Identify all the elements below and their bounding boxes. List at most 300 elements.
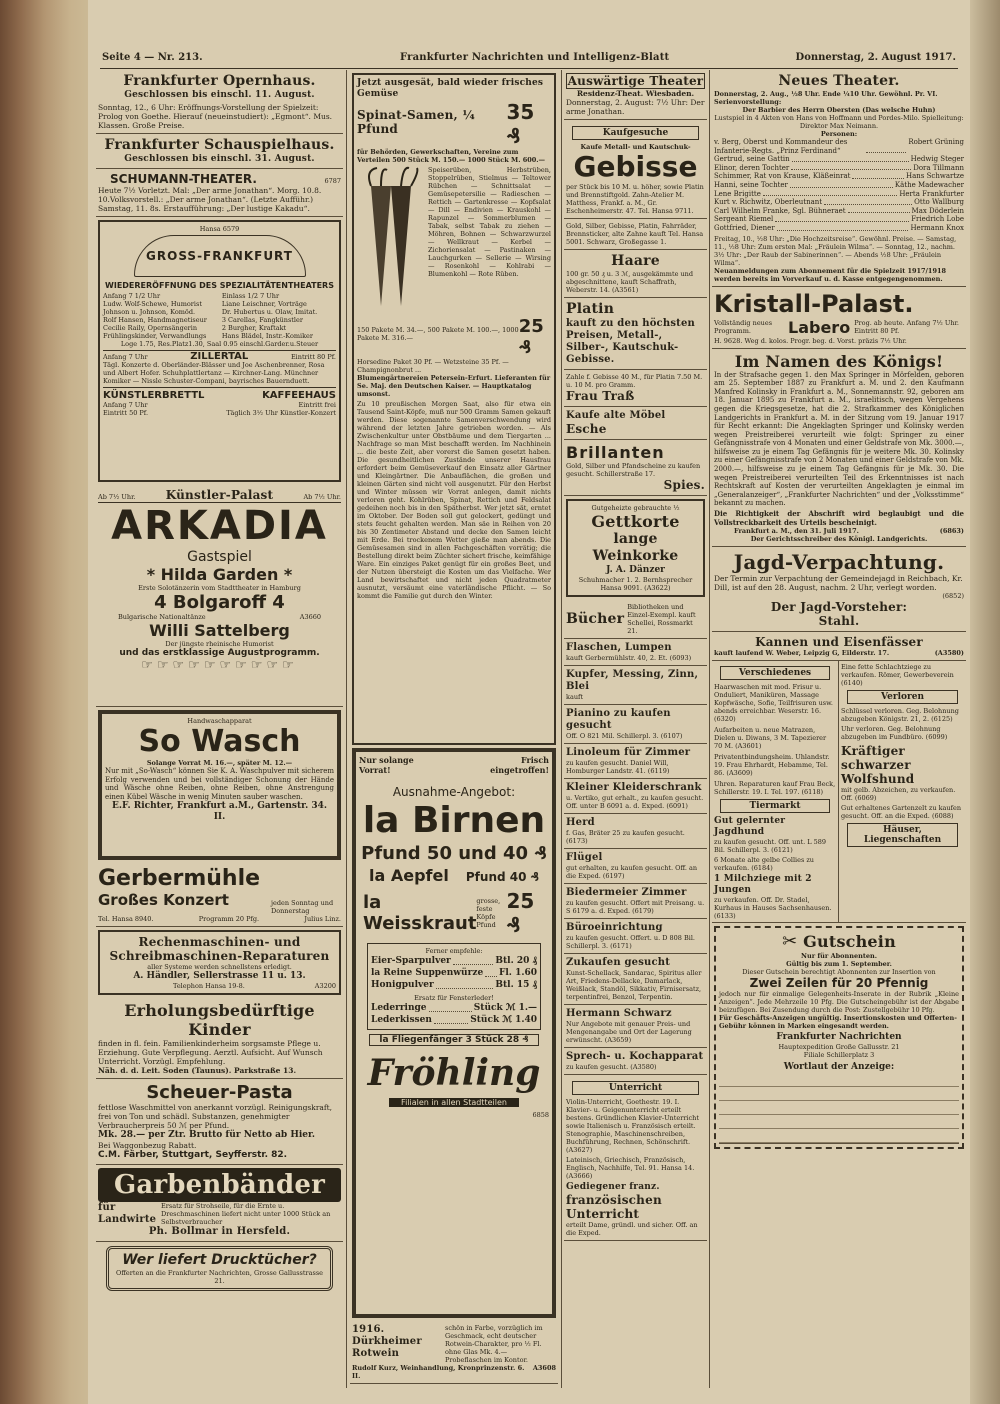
price-line: Loge 1.75, Res.Platz1.30, Saal 0.95 einschl.Garder.u.Steuer [103, 340, 336, 351]
column-rule [709, 70, 710, 1388]
act-subtitle: Bulgarische Nationaltänze [118, 613, 206, 621]
ad-gebisse [564, 120, 707, 219]
cast-role: Gottfried, Diener [714, 223, 775, 232]
cast-actor: Dora Tillmann [913, 163, 964, 172]
start-time: Ab 7½ Uhr. [303, 493, 341, 501]
dot-leader [866, 138, 906, 153]
cast-role: Gertrud, seine Gattin [714, 155, 790, 164]
section-heading: Verschiedenes [720, 666, 830, 680]
ad-audience: für Landwirte [98, 1202, 157, 1225]
ad-discount: Bei Waggonbezug Rabatt. [98, 1141, 197, 1150]
ad-title: Gettkorte [591, 512, 680, 531]
classified-ad [564, 884, 707, 919]
cast-role: Sergeant Riemel [714, 215, 774, 224]
notice-certification: Die Richtigkeit der Abschrift wird beglaubigt und die Vollstreckbarkeit des Urteils bescheinigt. [714, 509, 964, 527]
page-edge [970, 0, 1000, 1404]
act-item: Einlass 1/2 7 Uhr [221, 292, 280, 300]
cast-row [714, 198, 964, 207]
ad-kicker: Kaufe Metall- und Kautschuk- [580, 143, 691, 151]
classified-ad: Aufarbeiten u. neue Matrazen, Dielen u. Diwans, 3 M. Tapezierer 70 M. (A3601) [714, 726, 827, 751]
coupon-offer: Zwei Zeilen für 20 Pfennig [749, 976, 929, 991]
notice-body: In der Strafsache gegen 1. den Max Springer in Mörfelden, geboren am 25. September 1887 zu Frankfurt a. M. und 2. den Kaufmann Manfred Kolinsky in Frankfurt a. M., Sonnemannstr. 92, geboren am 18. Januar 1895 zu Frankfurt a. M., israelitisch, wegen Vergehens gegen die Kriegsgesetze, hat die 2. Strafkammer des Königlichen Landgerichts in Frankfurt a. M. in der Sitzung vom 19. Januar 1917 für Recht erkannt: Die Angeklagten Springer und Kolinsky werden wegen Preistreiberei verurteilt wie folgt: Springer zu einer Gefängnisstrafe von 4 Monaten und einer Geldstrafe von Mk. 3000.—, hilfsweise zu je einem Tag Gefängnis für je weitere Mk. 30. Kolinsky zu einer Gefängnisstrafe von 2 Monaten und einer Geldstrafe von Mk. 2000.—, hilfsweise zu je einem Tag Gefängnis für je Mk. 30. Die wegen Preistreiberei verurteilten Teil des Erkenntnisses ist nach Rechtskraft auf Kosten der verurteilten Angeklagten je einmal im „Generalanzeiger“, „Frankfurter Nachrichten“ und der „Volksstimme“ bekannt zu machen. [714, 370, 964, 508]
ad-subtitle: Geschlossen bis einschl. 31. August. [124, 154, 315, 164]
ad-rotwein [350, 1321, 558, 1384]
ad-title: Frankfurter Schauspielhaus. [104, 137, 335, 153]
notice-jagd-verpachtung [712, 547, 966, 632]
column-1 [96, 70, 343, 1388]
scissors-icon: ✂ [782, 931, 798, 953]
humorist-name: Willi Sattelberg [149, 621, 290, 640]
product-row [371, 1014, 537, 1026]
product-price: Stück ℳ 1.40 [470, 1015, 537, 1025]
ad-title: SCHUMANN-THEATER. [110, 172, 257, 186]
arkadia-title: ARKADIA [111, 503, 328, 549]
cast-row [714, 215, 964, 224]
classified-ad [564, 849, 707, 884]
ad-title: Kleiner Kleiderschrank [566, 782, 702, 793]
product-row [371, 979, 537, 991]
ad-body: Offerten an die Frankfurter Nachrichten, Grosse Gallusstrasse 21. [115, 1269, 323, 1285]
entry-price: Eintritt 80 Pf. [290, 353, 336, 361]
ad-number: (6863) [939, 527, 964, 536]
ad-subtitle: Großes Konzert [98, 891, 229, 909]
classified-ad [564, 919, 707, 954]
ad-title: Bücher [566, 610, 625, 627]
classified-ad: Haarwaschen mit mod. Frisur u. Onduliert, Maniküren, Massage Kopfwäsche, Sofie, Teilfrisuren usw. abends erreichbar. Weserstr. 16. (6320) [714, 683, 833, 724]
ad-title: Platin [566, 301, 615, 317]
ad-body: Ersatz für Strohseile, für die Ernte u. Dreschmaschinen liefert nicht unter 1000 Stück an Selbstverbraucher [161, 1202, 331, 1226]
ad-phone: Tel. Hansa 8940. [98, 915, 154, 923]
product-name: Eier-Sparpulver [371, 956, 451, 966]
cast-actor: Hans Schwartze [906, 172, 964, 181]
product-row [371, 955, 537, 967]
product-row [371, 967, 537, 979]
ad-title: Garbenbänder [98, 1168, 341, 1202]
classified-ad [564, 666, 707, 705]
ad-title: Herd [566, 817, 595, 828]
ad-subtitle: Vollständig neues Programm. [714, 319, 773, 336]
ad-gross-frankfurt [98, 220, 341, 482]
ad-body: zu kaufen gesucht. Daniel Will, Homburger Landstr. 41. (6119) [566, 759, 670, 775]
entry-price: Eintritt frei [298, 401, 336, 409]
ad-title: Kaufe alte Möbel [566, 410, 666, 421]
coupon-note: Für Geschäfts-Anzeigen ungültig. Insertionskosten und Offerten-Gebühr können in Marken eingesandt werden. [719, 1014, 957, 1031]
seed-list: Speiserüben, Herbstrüben, Stoppelrüben, Stielmus — Teltower Rübchen — Schnittsalat — Gemüsepetersilie — Radieschen — Rettich — Gartenkresse — Kopfsalat — Dill — Endivien — Krauskohl — Rapunzel — Sommerblumen — Tabak, selbst Tabak zu ziehen — Möhren, Bohnen — Schwarzwurzel — Wellkraut — Kerbel — Zichoriensalat — Pastinaken — Lauchgurken — Sellerie — Wirsing — Rosenkohl — Kohlrabi — Blumenkohl — Rote Rüben. [428, 166, 551, 278]
ad-drucktuecher [106, 1246, 333, 1291]
ad-garbenbaender [96, 1165, 343, 1242]
ad-headline: Ausnahme-Angebot: [392, 785, 516, 799]
act-item: Dr. Hubertus u. Olaw, Imitat. [221, 308, 318, 316]
product-price: Fl. 1.60 [499, 968, 537, 978]
ad-address: Näh. d. d. Leit. Soden (Taunus). Parkstraße 13. [98, 1066, 297, 1075]
ad-title: Gediegener franz. [566, 1182, 660, 1192]
dot-leader [852, 172, 904, 179]
classified-list [564, 639, 707, 1075]
star-subtitle: Erste Solotänzerin vom Stadttheater in Hamburg [138, 584, 301, 592]
ad-title: Kupfer, Messing, Zinn, Blei [566, 669, 699, 692]
theater-facade-illustration [134, 235, 306, 277]
ad-title: GROSS-FRANKFURT [146, 249, 293, 263]
act-list [103, 292, 336, 340]
coupon-title: Gutschein [803, 932, 896, 952]
ad-body: Off. O 821 Mil. Schillerpl. 3. (6107) [566, 732, 683, 740]
ad-title: Jetzt ausgesät, bald wieder frisches Gemüse [357, 78, 544, 99]
ad-number: A3608 [532, 1364, 556, 1372]
ad-firm: Ph. Bollmar in Hersfeld. [148, 1226, 291, 1237]
ad-title: Flaschen, Lumpen [566, 642, 672, 653]
notice-title: Im Namen des Königs! [734, 351, 944, 371]
dot-leader [777, 224, 909, 231]
classified-right [839, 661, 966, 922]
carrot-illustration-icon [357, 166, 425, 316]
ad-title: Rechenmaschinen- und Schreibmaschinen-Reparaturen [109, 935, 330, 963]
coupon-valid: Gültig bis zum 1. September. [786, 960, 892, 969]
column-rule [346, 70, 347, 1388]
classified-ad [564, 814, 707, 849]
kaffeehaus-title: KAFFEEHAUS [262, 390, 336, 401]
upcoming-shows: Freitag, 10., ½8 Uhr: „Die Hochzeitsreise“. Gewöhnl. Preise. — Samstag, 11., ½8 Uhr: Zum ersten Mal: „Fräulein Wilma“. — Sonntag, 12., nachm. 3½ Uhr: „Der Raub der Sabinerinnen“. — Abends ½8 Uhr: „Fräulein Wilma“. [714, 234, 957, 267]
ad-title: Zukaufen gesucht [566, 957, 671, 968]
ad-schauspielhaus [96, 134, 343, 169]
ad-kristall-palast [712, 287, 966, 349]
ad-body: zu verkaufen. Off. Dr. Stadel, Kurhaus in Hauses Sachsenhausen. (6133) [714, 896, 832, 921]
ad-firm: Rudolf Kurz, Weinhandlung, Kronprinzenstr. 6. II. [352, 1364, 525, 1380]
dot-leader [848, 207, 910, 214]
header-date: Donnerstag, 2. August 1917. [795, 52, 956, 63]
ad-number: 6787 [324, 177, 341, 185]
act-list-right [222, 292, 336, 340]
ad-neues-theater [712, 70, 966, 287]
classified-ad: Privatentbindungsheim. Uhlandstr. 19. Frau Ehrhardt, Hebamme, Tel. 86. (A3609) [714, 753, 830, 778]
ad-body: finden in fl. fein. Familienkinderheim sorgsamste Pflege u. Erziehung. Gute Verpflegung. Aerztl. Aufsicht. Auf Wunsch Unterricht. Vorzügl. Empfehlung. [98, 1039, 323, 1066]
ad-scheuer-pasta [96, 1079, 343, 1165]
ad-kicker: Handwaschapparat [187, 717, 252, 725]
ad-subtitle: Residenz-Theat. Wiesbaden. [576, 89, 695, 98]
ad-body: gut erhalten, zu kaufen gesucht. Off. an die Exped. (6197) [566, 864, 698, 880]
act-item: Ludw. Wolf-Schewe, Humorist [103, 300, 202, 308]
cast-row [714, 164, 964, 173]
ad-title: Kristall-Palast. [714, 289, 914, 318]
ad-body: kauft [566, 693, 584, 701]
act-item: Rolf Hansen, Handmagnetiseur [103, 316, 207, 324]
ad-article: Zu 10 preußischen Morgen Saat, also für etwa ein Tausend Saint-Köpfe, muß nur 500 Gramm Samen gekauft werden. Diese sogenannte Samenverschwendung wird während der letzten Jahre getrieben worden. — Als Zwischenkultur unter Obstbäume und dem Tiergarten ... Nachfrage so man Mist beschafft werden. Im Nachhinein ... die beste Zeit, aber vorerst die Samen gesetzt haben. Die gesundheitlichen Zustände unserer Hausfrau erfordert beim Gemüseverkauf den Einsatz aller Gärtner und Kleingärtner. Die Anbauflächen, die großen und kleinen Gärten sind nicht voll ausgenutzt. Für den Herbst und Winter müssen wir Vorrat anlegen, damit nichts verloren geht. Kohlrüben, Spinat, Rettich und Feldsalat gedeihen noch bis in den Spätherbst. Wer jetzt sät, erntet im Oktober. Der Boden soll gut gelockert, gedüngt und stets feucht gehalten werden. Man säe in Reihen von 20 bis 30 Zentimeter Abstand und decke den Samen leicht mit Erde. Bei trockenem Wetter gieße man abends. Die Gemüsesamen sind in allen Fachgeschäften vorrätig; die Bestellung direkt beim Züchter sichert frische, keimfähige Ware. Ein einziges Paket genügt für ein großes Beet, und der Nutzen übersteigt die Kosten um das Vielfache. Wer Land bewirtschaftet und nicht jeden Quadratmeter ausnutzt, versäumt eine vaterländische Pflicht. — So kommt die Familie gut durch den Winter. [357, 400, 551, 600]
zillertal-body: Tägl. Konzerte d. Oberländer-Blässer und Joe Aschenbrenner, Rosa und Albert Hofer. Schuhplattlertanz — Kirchner-Lang. Münchner Komiker — Nissle Schuster-Compani, bayrisches Bauernduett. [103, 361, 336, 388]
cast-role: Carl Wilhelm Franke, Sgl. Bühneraet [714, 206, 846, 215]
venue-title: Künstler-Palast [165, 488, 274, 502]
product-price: Btl. 15 ₰ [495, 980, 537, 990]
star-name: * Hilda Garden * [146, 565, 293, 584]
ad-body: Bibliotheken und Einzel-Exempl. kauft Schellei, Rossmarkt 21. [627, 603, 696, 635]
ad-price: 35 ₰ [506, 100, 535, 148]
ad-programme: Programm 20 Pfg. [198, 915, 260, 923]
section-heading: Unterricht [572, 1081, 699, 1095]
ad-title: Gut gelernter Jagdhund [714, 816, 786, 838]
section-unterricht [564, 1075, 707, 1241]
ad-gerbermuehle [96, 863, 343, 927]
cast-actor: Robert Grüning [908, 138, 964, 146]
coupon-text-label: Wortlaut der Anzeige: [783, 1062, 895, 1073]
classified-ad [564, 954, 707, 1005]
ad-phone: Telephon Hansa 19-8. [173, 982, 245, 990]
act-item: Frühlingskinder, Verwandlungs [103, 332, 207, 340]
kuenstlerbrettl-title: KÜNSTLERBRETTL [103, 390, 205, 401]
dot-leader [791, 164, 911, 171]
ad-title: Auswärtige Theater [567, 74, 704, 88]
dot-leader [792, 155, 909, 162]
ad-haare [564, 250, 707, 298]
ad-arkadia [96, 485, 343, 707]
ad-footer: H. 9628. Weg d. kolos. Progr. beg. d. Vorst. präzis 7½ Uhr. [714, 336, 907, 345]
zillertal-title: ZILLERTAL [190, 351, 249, 362]
entry-price: Eintritt 50 Pf. [103, 409, 149, 417]
ad-firm: Frau Traß [566, 389, 635, 403]
ad-firm: A. Händler, Sellerstrasse 11 u. 13. [133, 971, 306, 981]
product-row [371, 1002, 537, 1014]
ad-body: Gut erhaltenes Gartenzelt zu kaufen gesucht. Off. an die Exped. (6088) [841, 804, 962, 821]
ad-title: Scheuer-Pasta [146, 1082, 293, 1103]
cast-role: Hanni, seine Tochter [714, 180, 788, 189]
cast-role: Lene Brigitte [714, 189, 761, 198]
act-item: 3 Carellas, Fangkünstler [221, 316, 303, 324]
ad-body: kauft laufend W. Weber, Leipzig G, Eilderstr. 17. [714, 649, 890, 658]
ad-erholung [96, 998, 343, 1079]
cast-row [714, 181, 964, 190]
notice-signature: Der Gerichtsschreiber des Königl. Landgerichts. [750, 535, 928, 544]
act-item: Johnson u. Johnson, Komöd. [103, 308, 196, 316]
ad-address: Schuhmacher 1. 2. Bernhsprecher Hansa 9091. (A3622) [578, 576, 693, 592]
ad-headline: französischen Unterricht [566, 1193, 662, 1221]
ad-title: So Wasch [138, 724, 301, 759]
start-time: Anfang 7 Uhr [103, 353, 148, 361]
cast-role: Schimmer, Rat von Krause, Kläßeinrat [714, 172, 851, 181]
ad-body: zu kaufen gesucht. Offert. u. D 808 Bil. Schillerpl. 3. (6171) [566, 934, 695, 950]
ad-title: Wer liefert Drucktücher? [122, 1252, 317, 1268]
dot-leader [824, 198, 912, 205]
notice-signature: Der Jagd-Vorsteher: [770, 600, 908, 615]
ad-body: schön in Farbe, vorzüglich im Geschmack, echt deutscher Rotwein-Charakter, pro ½ Fl. ohne Glas Mk. 4.— Probeflaschen im Kontor. [445, 1324, 543, 1364]
cast-actor: Hermann Knox [910, 223, 964, 232]
section-heading: Verloren [847, 690, 958, 704]
ad-title: Gebisse [573, 150, 698, 183]
ad-line: Donnerstag, 2. Aug., ½8 Uhr. Ende ¼10 Uhr. Gewöhnl. Pr. VI. Serienvorstellung: [714, 90, 938, 106]
ad-gold: Gold, Silber, Gebisse, Platin, Fahrräder, Brennsticker, alte Zahne kauft Tel. Hansa 5001. Schwarz, Großegasse 1. [564, 219, 707, 250]
ad-body: fettlose Waschmittel von anerkannt vorzügl. Reinigungskraft, frei von Ton und schädl. Substanzen, genehmigter Verbraucherpreis 50 ℳ per Pfund. [98, 1103, 333, 1130]
section-heading: Kaufgesuche [572, 126, 699, 140]
classified-ad [564, 779, 707, 814]
cabbage-note: grosse, feste Köpfe Pfund [476, 897, 501, 929]
cast-role: Kurt v. Richwitz, Oberleutnant [714, 198, 823, 207]
cast-row [714, 138, 964, 155]
cabbage-price: 25 ₰ [506, 889, 535, 937]
section-heading: Tiermarkt [720, 799, 830, 813]
ad-body: Prog. ab heute. Anfang 7½ Uhr. Eintritt 80 Pf. [854, 319, 959, 336]
ad-buecher [564, 600, 707, 639]
ad-body: zu kaufen gesucht. Off. unt. L 589 Bil. Schillerpl. 3. (6121) [714, 838, 827, 855]
coupon-terms: jedoch nur für einmalige Gelegenheits-Inserate in der Rubrik „Kleine Anzeigen“. Jede Mehrzeile 10 Pfg. Die Gutscheingebühr ist der Abgabe beizufügen. Bei Zusendung durch die Post: Zustellgebühr 10 Pfg. [719, 990, 959, 1015]
ad-title: 1 Milchziege mit 2 Jungen [714, 874, 812, 896]
ad-body: 6 Monate alte gelbe Collies zu verkaufen. (6184) [714, 856, 814, 873]
product-price: Stück ℳ 1.— [473, 1003, 537, 1013]
cast-list [714, 138, 964, 233]
ad-body: Schlüssel verloren. Geg. Belohnung abzugeben Königstr. 21, 2. (6125) [841, 707, 959, 724]
ad-schumann-theater [96, 169, 343, 217]
coupon-branch: Filiale Schillerplatz 3 [803, 1051, 875, 1060]
ad-body: Zahle f. Gebisse 40 M., für Platin 7.50 M. u. 10 M. pro Gramm. [566, 373, 703, 389]
concert-days: jeden Sonntag und Donnerstag [271, 899, 334, 915]
dot-leader [763, 190, 897, 197]
ad-title: Gerbermühle [98, 866, 261, 891]
coupon-subtitle: Nur für Abonnenten. [801, 952, 877, 961]
ad-price: Mk. 28.— per Ztr. Brutto für Netto ab Hier. [98, 1130, 316, 1140]
ad-gemuese-samen [352, 73, 556, 745]
subscription-note: Neuanmeldungen zum Abonnement für die Spielzeit 1917/1918 werden bereits im Vorverkauf u. d. Kasse entgegengenommen. [714, 266, 947, 283]
cast-actor: Hedwig Steger [910, 155, 964, 164]
ad-number: A3200 [314, 982, 336, 990]
product-name: Lederringe [371, 1003, 427, 1013]
flypaper-offer: la Fliegenfänger 3 Stück 28 ₰ [369, 1034, 539, 1046]
ad-number: A3660 [299, 613, 321, 621]
ad-number: (6852) [942, 592, 964, 601]
column-4 [712, 70, 966, 1388]
ad-phone: Hansa 6579 [199, 225, 240, 233]
ad-brillanten [564, 440, 707, 496]
classified-ad [564, 705, 707, 744]
ad-body: Kunst-Schellack, Sandarac, Spiritus aller Art, Friedens-Dellacke, Damarlack, Weißlack, Standöl, Sikkativ, Firnisersatz, terpentinfrei, Benzol, Terpentin. [566, 969, 702, 1001]
ad-title: Flügel [566, 852, 603, 863]
cast-row [714, 224, 964, 233]
ad-firm: Spies. [663, 478, 705, 492]
ad-title: Kannen und Eisenfässer [755, 635, 923, 650]
play-title: Der Barbier des Herrn Obersten (Das welsche Huhn) [742, 106, 936, 114]
ad-title: Frankfurter Opernhaus. [123, 73, 316, 89]
cabbage-title: la Weisskraut [363, 892, 477, 934]
product-list [371, 1002, 537, 1026]
ad-so-wasch [98, 710, 341, 860]
ad-body: Sonntag, 12., 6 Uhr: Eröffnungs-Vorstellung der Spielzeit: Prolog von Goethe. Hierauf (neueinstudiert): „Egmont“. Mus. Klassen. Große Preise. [98, 103, 333, 130]
cast-row [714, 172, 964, 181]
cast-row [714, 155, 964, 164]
coupon-gutschein [714, 926, 964, 1149]
cast-role: v. Berg, Oberst und Kommandeur des Infanterie-Regts. „Prinz Ferdinand“ [714, 138, 848, 155]
dot-leader [790, 181, 893, 188]
ad-body: kauft zu den höchsten Preisen, Metall-, Silber-, Kautschuk-Gebisse. [566, 318, 695, 365]
ad-firm: Esche [566, 422, 607, 436]
dot-leader [453, 955, 494, 965]
notice-body: Der Termin zur Verpachtung der Gemeindejagd in Reichbach, Kr. Dill, ist auf den 28. August, nachm. 2 Uhr, verlegt worden. [714, 574, 963, 593]
newspaper-page [88, 0, 970, 1404]
notice-title: Jagd-Verpachtung. [733, 550, 945, 575]
play-subtitle: Lustspiel in 4 Akten von Hans von Hoffmann und Pordes-Milo. Spielleitung: Direktor Max Neimann. [714, 114, 964, 130]
classified-ad [564, 744, 707, 779]
ad-body: Lateinisch, Griechisch, Französisch, Englisch, Nachhilfe, Tel. 91. Hansa 14. (A3666) [566, 1156, 695, 1180]
product-name: Honigpulver [371, 980, 434, 990]
ad-body: f. Gas, Bräter 25 zu kaufen gesucht. (6173) [566, 829, 685, 845]
ad-title: Neues Theater. [778, 73, 900, 89]
ad-subtitle: aller Systeme werden schnellstens erledigt. [147, 963, 292, 971]
pointing-hand-icons: ☞☞☞☞☞☞☞☞☞☞ [141, 658, 298, 673]
act-item: Cecilie Raily, Opernsängerin [103, 324, 198, 332]
ad-body: Donnerstag, 2. August: 7½ Uhr: Der arme Jonathan. [566, 98, 705, 116]
ad-title: Linoleum für Zimmer [566, 747, 691, 758]
column-2 [350, 70, 558, 1388]
ad-body: u. Vertiko, gut erhalt., zu kaufen gesucht. Off. unter B 6091 a. d. Exped. (6091) [566, 794, 704, 810]
pears-price: Pfund 50 und 40 ₰ [361, 843, 547, 864]
ad-number: (A3580) [934, 649, 964, 658]
coupon-text-field[interactable] [719, 1073, 959, 1144]
coupon-firm: Frankfurter Nachrichten [776, 1032, 902, 1043]
ad-title: Büroeinrichtung [566, 922, 663, 933]
ad-body: erteilt Dame, gründl. und sicher. Off. an die Exped. [566, 1221, 698, 1237]
seed-extra: Horsedine Paket 30 Pf. — Wetzsteine 35 Pf. — Champignonbrut ... [357, 358, 509, 374]
ad-body: mit gelb. Abzeichen, zu verkaufen. Off. (6069) [841, 786, 956, 803]
ad-firm: Blumengärtnereien Petersein-Erfurt. Lieferanten für Se. Maj. den Deutschen Kaiser. — Hauptkatalog umsonst. [357, 374, 551, 398]
apples-price: Pfund 40 ₰ [465, 870, 539, 884]
dot-leader [429, 1002, 472, 1012]
column-3 [564, 70, 707, 1388]
ad-rechenmaschinen [98, 930, 341, 995]
product-name: Lederkissen [371, 1015, 432, 1025]
pears-title: la Birnen [362, 800, 546, 841]
ad-body: lange Weinkorke [592, 531, 679, 564]
ad-subheading: Ferner empfehle: [425, 947, 483, 955]
cast-row [714, 207, 964, 216]
ad-body: Nur Angebote mit genauer Preis- und Mengenangabe und Ort der Lagerung erwünscht. (A3659) [566, 1020, 692, 1044]
dot-leader [775, 215, 909, 222]
header-masthead: Frankfurter Nachrichten und Intelligenz-Blatt [400, 52, 670, 63]
classified-ad [564, 1048, 707, 1075]
cast-actor: Friedrich Lobe [911, 215, 964, 224]
product-price: Btl. 20 ₰ [495, 956, 537, 966]
section-heading: Häuser, Liegenschaften [847, 823, 958, 847]
page-header [100, 48, 958, 69]
dot-leader [434, 1014, 468, 1024]
ad-title: Brillanten [566, 443, 665, 462]
classified-ad [564, 1005, 707, 1048]
ad-owner: Julius Linz. [304, 915, 341, 923]
notice-im-namen-des-koenigs [712, 349, 966, 548]
cast-actor: Käthe Madewacher [894, 180, 964, 189]
ad-body: Heute 7½ Vorletzt. Mal: „Der arme Jonathan“. Morg. 10.8. 10.Volksvorstell.: „Der arme Jonathan“. (Letzte Aufführ.) Samstag, 11. 8s. Erstaufführung: „Der lustige Kakadu“. [98, 186, 322, 213]
gastspiel-label: Gastspiel [187, 549, 252, 565]
ad-firm: E.F. Richter, Frankfurt a.M., Gartenstr. 34. II. [111, 801, 327, 823]
ad-product: Spinat-Samen, ¼ Pfund [357, 108, 476, 136]
cast-actor: Max Döderlein [911, 206, 964, 215]
act-list-left [103, 292, 217, 340]
ad-body: Eine fette Schlachtziege zu verkaufen. Römer, Gewerbeverein (6140) [841, 663, 954, 688]
ad-opernhaus [96, 70, 343, 134]
ad-note: Nur solange Vorrat! [359, 755, 414, 775]
concert-info: Täglich 3½ Uhr Künstler-Konzert [226, 409, 336, 417]
cast-heading: Personen: [820, 130, 858, 138]
coupon-address: Hauptexpedition Große Gallusstr. 21 [778, 1043, 900, 1052]
ad-moebel [564, 407, 707, 440]
ad-kannen [712, 632, 966, 661]
seed-pack-offer: 150 Pakete M. 34.—, 500 Pakete M. 100.—, 1000 Pakete M. 316.— [357, 326, 519, 342]
ad-subheading: Ersatz für Fensterleder! [414, 994, 494, 1002]
ad-title: Pianino zu kaufen gesucht [566, 708, 671, 731]
column-rule [561, 70, 562, 1388]
branches-note: Filialen in allen Stadtteilen [389, 1098, 519, 1107]
ad-gettkorte [566, 499, 705, 597]
book-binding [0, 0, 88, 1404]
product-name: la Reine Suppenwürze [371, 968, 484, 978]
ad-body: 100 gr. 50 ₰ u. 3 ℳ, ausgekämmte und abgeschnittene, kauft Schaffrath, Weberstr. 14. (A3561) [566, 270, 694, 294]
ad-number: 6858 [532, 1111, 549, 1119]
ad-kicker: Gutgeheizte gebrauchte ½ [591, 504, 680, 512]
header-page-number: Seite 4 — Nr. 213. [102, 52, 203, 63]
notice-date: Frankfurt a. M., den 31. Juli 1917. [734, 527, 859, 536]
cast-row [714, 190, 964, 199]
